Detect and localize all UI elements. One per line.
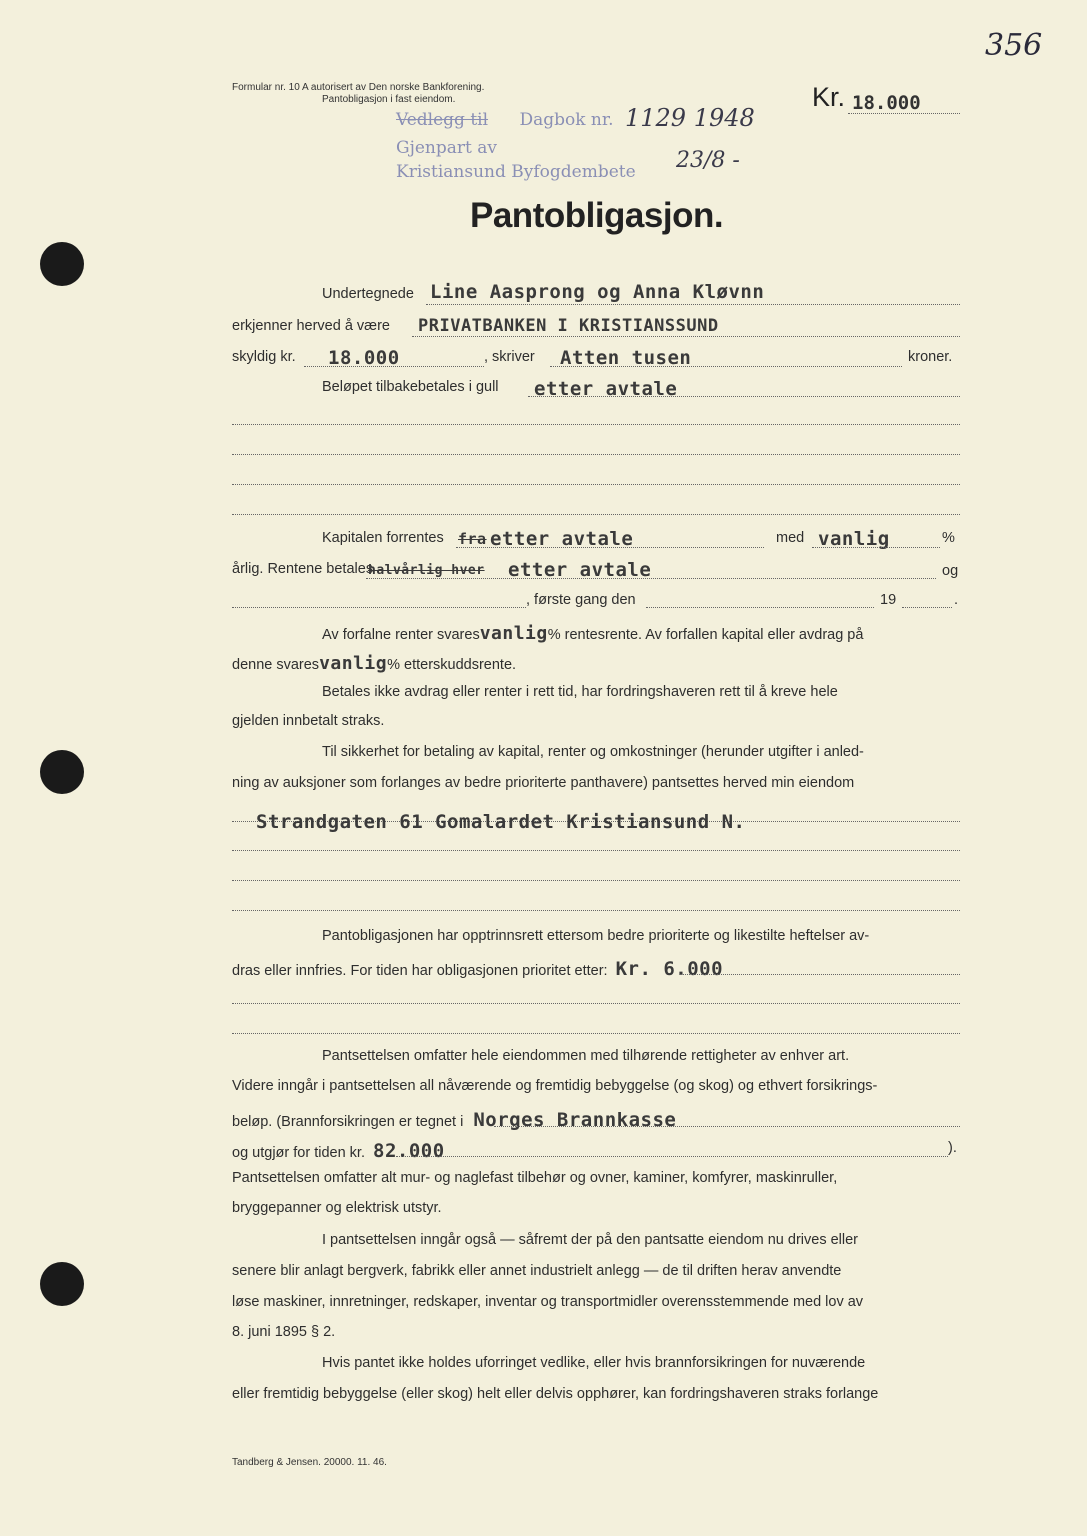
p5c-pre: beløp. (Brannforsikringen er tegnet i <box>232 1114 464 1130</box>
p8-line-b: eller fremtidig bebyggelse (eller skog) helt eller delvis opphører, kan fordringshaveren straks forlange <box>232 1386 879 1402</box>
p5c-value: Norges Brannkasse <box>473 1109 677 1131</box>
stamp-date: 23/8 - <box>676 148 740 173</box>
p1a-value: vanlig <box>479 623 548 644</box>
blank-line <box>232 454 960 455</box>
blank-line <box>232 424 960 425</box>
kapital-value: etter avtale <box>490 528 634 550</box>
year-period: . <box>954 592 959 608</box>
kapital-struck: fra <box>458 530 487 548</box>
p5-line-c <box>232 1109 676 1131</box>
amount-value: 18.000 <box>852 92 921 114</box>
p2-line-a: Betales ikke avdrag eller renter i rett tid, har fordringshaveren rett til å kreve hele <box>322 684 838 700</box>
blank-line <box>232 1033 960 1034</box>
gull-value: etter avtale <box>534 378 678 400</box>
p1a-pre: Av forfalne renter svares <box>322 627 480 643</box>
stamp-dagbok-number: 1129 1948 <box>625 104 755 132</box>
p1b-value: vanlig <box>319 653 388 674</box>
og-label: og <box>942 563 959 579</box>
year-label: 19 <box>880 592 897 608</box>
p1-line-a <box>322 623 863 644</box>
stamp-line-3: Kristiansund Byfogdembete <box>396 162 636 182</box>
forste-label: , første gang den <box>526 592 636 608</box>
page-number: 356 <box>985 28 1043 63</box>
arlig-label: årlig. Rentene betales <box>232 561 374 577</box>
p5-line-b: Videre inngår i pantsettelsen all nåværende og fremtidig bebyggelse (og skog) og ethvert forsikrings- <box>232 1078 878 1094</box>
p3-line-b: ning av auksjoner som forlanges av bedre prioriterte panthavere) pantsettes herved min eiendom <box>232 775 855 791</box>
p4-line-b <box>232 958 723 980</box>
amount-label: Kr. <box>812 82 846 112</box>
skyldig-label: skyldig kr. <box>232 349 296 365</box>
form-line-1: Formular nr. 10 A autorisert av Den norske Bankforening. <box>232 82 485 93</box>
stamp-struck: Vedlegg til <box>396 110 489 130</box>
p1b-pre: denne svares <box>232 657 320 673</box>
erkjenner-value: PRIVATBANKEN I KRISTIANSSUND <box>418 316 719 336</box>
blank-line <box>232 910 960 911</box>
percent-sign: % <box>942 530 955 546</box>
p5d-post: ). <box>948 1140 957 1156</box>
p5-line-d <box>232 1140 445 1162</box>
p4b-pre: dras eller innfries. For tiden har obligasjonen prioritet etter: <box>232 963 608 979</box>
p3-line-a: Til sikkerhet for betaling av kapital, renter og omkostninger (herunder utgifter i anled- <box>322 744 864 760</box>
punch-hole-bottom <box>40 1262 84 1306</box>
stamp-line-1 <box>396 110 614 130</box>
p6-line-a: Pantsettelsen omfatter alt mur- og naglefast tilbehør og ovner, kaminer, komfyrer, maskinruller, <box>232 1170 838 1186</box>
document-title: Pantobligasjon. <box>470 196 724 235</box>
erkjenner-label: erkjenner herved å være <box>232 318 390 334</box>
p1a-post: % rentesrente. Av forfallen kapital eller avdrag på <box>547 627 864 643</box>
p1-line-b <box>232 653 516 674</box>
undertegnede-value: Line Aasprong og Anna Kløvnn <box>430 281 765 303</box>
form-line-2: Pantobligasjon i fast eiendom. <box>322 94 456 105</box>
stamp-dagbok-label: Dagbok nr. <box>519 110 614 130</box>
skriver-label: , skriver <box>484 349 535 365</box>
p4-line-a: Pantobligasjonen har opptrinnsrett ettersom bedre prioriterte og likestilte heftelser av- <box>322 928 870 944</box>
kapital-label: Kapitalen forrentes <box>322 530 444 546</box>
p1b-post: % etterskuddsrente. <box>387 657 517 673</box>
property-value: Strandgaten 61 Gomalardet Kristiansund N. <box>256 811 746 833</box>
skriver-value: Atten tusen <box>560 347 692 369</box>
stamp-line-2: Gjenpart av <box>396 138 497 158</box>
punch-hole-middle <box>40 750 84 794</box>
p5-line-a: Pantsettelsen omfatter hele eiendommen med tilhørende rettigheter av enhver art. <box>322 1048 850 1064</box>
gull-label: Beløpet tilbakebetales i gull <box>322 379 499 395</box>
p7-line-a: I pantsettelsen inngår også — såfremt der på den pantsatte eiendom nu drives eller <box>322 1232 859 1248</box>
blank-line <box>232 514 960 515</box>
p5d-pre: og utgjør for tiden kr. <box>232 1145 365 1161</box>
p8-line-a: Hvis pantet ikke holdes uforringet vedlike, eller hvis brannforsikringen for nuværende <box>322 1355 866 1371</box>
p7-line-b: senere blir anlagt bergverk, fabrikk eller annet industrielt anlegg — de til driften herav anvendte <box>232 1263 842 1279</box>
blank-line <box>232 484 960 485</box>
p2-line-b: gjelden innbetalt straks. <box>232 713 385 729</box>
p5d-value: 82.000 <box>373 1140 445 1162</box>
undertegnede-label: Undertegnede <box>322 286 414 302</box>
med-label: med <box>776 530 805 546</box>
arlig-struck: halvårlig hver <box>368 563 485 578</box>
blank-line <box>232 1003 960 1004</box>
skyldig-value: 18.000 <box>328 347 400 369</box>
p6-line-b: bryggepanner og elektrisk utstyr. <box>232 1200 442 1216</box>
arlig-value: etter avtale <box>508 559 652 581</box>
printer-footer: Tandberg & Jensen. 20000. 11. 46. <box>232 1457 387 1468</box>
p7-line-d: 8. juni 1895 § 2. <box>232 1324 336 1340</box>
p7-line-c: løse maskiner, innretninger, redskaper, inventar og transportmidler overensstemmende med lov av <box>232 1294 864 1310</box>
blank-line <box>232 880 960 881</box>
blank-line <box>232 850 960 851</box>
punch-hole-top <box>40 242 84 286</box>
med-value: vanlig <box>818 528 890 550</box>
p4b-value: Kr. 6.000 <box>615 958 724 980</box>
kroner-label: kroner. <box>908 349 953 365</box>
